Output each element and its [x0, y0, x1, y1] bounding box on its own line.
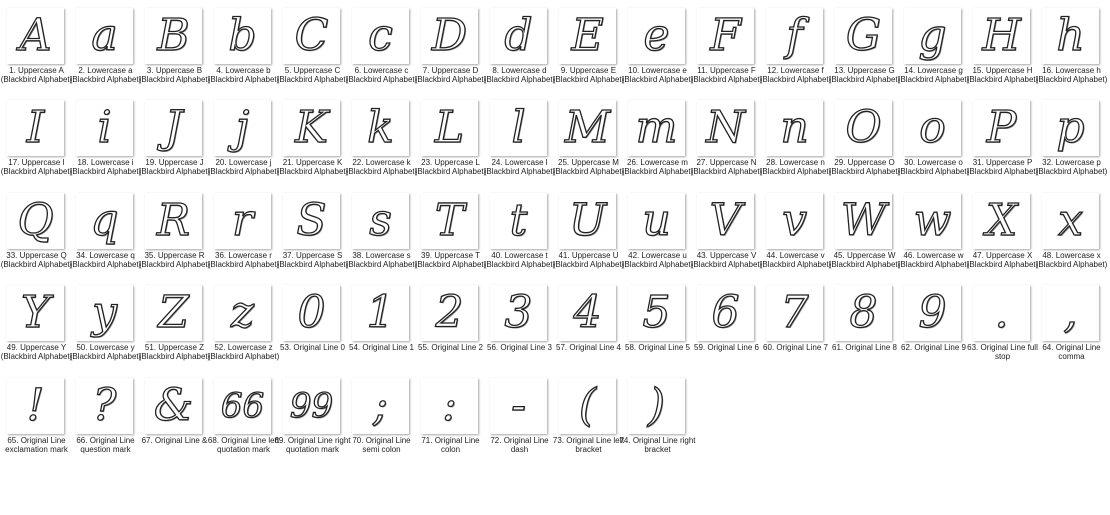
- letter-glyph: 5: [642, 287, 671, 339]
- gallery-item[interactable]: [830, 96, 899, 188]
- gallery-caption: 26. Lowercase m (Blackbird Alphabet): [621, 158, 694, 177]
- gallery-thumbnail[interactable]: [628, 8, 685, 64]
- gallery-item[interactable]: [485, 96, 554, 188]
- gallery-item[interactable]: [692, 281, 761, 373]
- gallery-thumbnail[interactable]: [352, 378, 409, 434]
- gallery-item[interactable]: [830, 281, 899, 373]
- gallery-caption: 10. Lowercase e (Blackbird Alphabet): [621, 66, 694, 84]
- gallery-item[interactable]: [899, 281, 968, 373]
- gallery-thumbnail[interactable]: [973, 100, 1030, 156]
- letter-glyph: N: [706, 102, 745, 154]
- gallery-caption: 1. Uppercase A (Blackbird Alphabet): [0, 66, 73, 84]
- gallery-caption: 24. Lowercase l (Blackbird Alphabet): [483, 158, 556, 177]
- letter-glyph: 6: [711, 287, 740, 339]
- gallery-item[interactable]: [485, 281, 554, 373]
- gallery-thumbnail[interactable]: [283, 285, 340, 341]
- gallery-item[interactable]: [347, 96, 416, 188]
- gallery-item[interactable]: [71, 374, 140, 466]
- letter-glyph: o: [919, 102, 946, 154]
- letter-glyph: O: [845, 102, 882, 154]
- gallery-item[interactable]: [2, 96, 71, 188]
- gallery-caption: 36. Lowercase r (Blackbird Alphabet): [207, 250, 280, 269]
- letter-glyph: n: [780, 102, 809, 154]
- gallery-item[interactable]: [209, 374, 278, 466]
- gallery-thumbnail[interactable]: [766, 100, 823, 156]
- letter-glyph: f: [786, 10, 803, 61]
- gallery-caption: 22. Lowercase k (Blackbird Alphabet): [345, 158, 418, 177]
- letter-glyph: 7: [780, 287, 809, 339]
- gallery-item[interactable]: [278, 281, 347, 373]
- gallery-caption: 43. Uppercase V (Blackbird Alphabet): [690, 250, 763, 269]
- gallery-item[interactable]: [485, 4, 554, 96]
- gallery-thumbnail[interactable]: [766, 8, 823, 64]
- gallery-caption: 15. Uppercase H (Blackbird Alphabet): [966, 66, 1039, 84]
- letter-glyph: e: [643, 10, 670, 61]
- letter-glyph: C: [294, 10, 329, 61]
- gallery-thumbnail[interactable]: [421, 378, 478, 434]
- gallery-thumbnail[interactable]: [697, 100, 754, 156]
- letter-glyph: S: [296, 194, 327, 246]
- gallery-caption: 54. Original Line 1: [349, 343, 414, 353]
- letter-glyph: W: [840, 194, 887, 246]
- gallery-caption: 37. Uppercase S (Blackbird Alphabet): [276, 250, 349, 269]
- gallery-caption: 25. Uppercase M (Blackbird Alphabet): [552, 158, 625, 177]
- gallery-thumbnail[interactable]: [352, 8, 409, 64]
- gallery-caption: 39. Uppercase T (Blackbird Alphabet): [414, 250, 487, 269]
- gallery-item[interactable]: [623, 281, 692, 373]
- gallery-item[interactable]: [619, 374, 696, 466]
- letter-glyph: &: [153, 379, 194, 431]
- gallery-caption: 44. Lowercase v (Blackbird Alphabet): [759, 250, 832, 269]
- gallery-caption: 52. Lowercase z (Blackbird Alphabet): [207, 343, 280, 362]
- gallery-thumbnail[interactable]: [835, 193, 892, 249]
- gallery-item[interactable]: [1037, 189, 1106, 281]
- gallery-thumbnail[interactable]: [76, 378, 133, 434]
- gallery-item[interactable]: [2, 189, 71, 281]
- letter-glyph: J: [164, 102, 183, 154]
- gallery-item[interactable]: [830, 189, 899, 281]
- gallery-caption: 16. Lowercase h (Blackbird Alphabet): [1035, 66, 1108, 84]
- gallery-thumbnail[interactable]: [421, 285, 478, 341]
- gallery-item[interactable]: [554, 374, 623, 466]
- gallery-item[interactable]: [416, 189, 485, 281]
- gallery-thumbnail[interactable]: [628, 100, 685, 156]
- letter-glyph: 1: [366, 287, 395, 339]
- letter-glyph: -: [511, 379, 526, 431]
- letter-glyph: g: [918, 10, 947, 61]
- gallery-caption: 35. Uppercase R (Blackbird Alphabet): [138, 250, 211, 269]
- gallery-item[interactable]: [71, 281, 140, 373]
- gallery-item[interactable]: [71, 4, 140, 96]
- gallery-thumbnail[interactable]: [76, 285, 133, 341]
- gallery-caption: 73. Original Line left bracket: [552, 435, 625, 454]
- gallery-thumbnail[interactable]: [283, 8, 340, 64]
- gallery-item[interactable]: [278, 189, 347, 281]
- gallery-thumbnail[interactable]: [766, 285, 823, 341]
- gallery-thumbnail[interactable]: [559, 193, 616, 249]
- letter-glyph: l: [511, 102, 526, 154]
- gallery-caption: 38. Lowercase s (Blackbird Alphabet): [345, 250, 418, 269]
- letter-glyph: p: [1056, 102, 1085, 154]
- gallery-item[interactable]: [209, 189, 278, 281]
- letter-glyph: H: [982, 10, 1021, 61]
- gallery-item[interactable]: [554, 96, 623, 188]
- letter-glyph: y: [92, 287, 117, 339]
- gallery-item[interactable]: [761, 4, 830, 96]
- gallery-caption: 21. Uppercase K (Blackbird Alphabet): [276, 158, 349, 177]
- letter-glyph: m: [635, 102, 678, 154]
- gallery-item[interactable]: [2, 374, 71, 466]
- gallery-thumbnail[interactable]: [145, 285, 202, 341]
- gallery-thumbnail[interactable]: [973, 285, 1030, 341]
- gallery-caption: 7. Uppercase D (Blackbird Alphabet): [414, 66, 487, 84]
- gallery-item[interactable]: [1037, 281, 1106, 373]
- letter-glyph: ;: [373, 379, 388, 431]
- gallery-caption: 20. Lowercase j (Blackbird Alphabet): [207, 158, 280, 177]
- gallery-item[interactable]: [554, 4, 623, 96]
- letter-glyph: s: [369, 194, 392, 246]
- letter-glyph: F: [710, 10, 741, 61]
- gallery-thumbnail[interactable]: [559, 8, 616, 64]
- gallery-thumbnail[interactable]: [766, 193, 823, 249]
- letter-glyph: E: [571, 10, 604, 61]
- gallery-thumbnail[interactable]: [1042, 8, 1099, 64]
- gallery-item[interactable]: [623, 4, 692, 96]
- letter-glyph: U: [568, 194, 607, 246]
- gallery-caption: 40. Lowercase t (Blackbird Alphabet): [483, 250, 556, 269]
- gallery-caption: 19. Uppercase J (Blackbird Alphabet): [138, 158, 211, 177]
- letter-glyph: v: [782, 194, 807, 246]
- gallery-caption: 4. Lowercase b (Blackbird Alphabet): [207, 66, 280, 84]
- gallery-caption: 58. Original Line 5: [625, 343, 690, 353]
- gallery-thumbnail[interactable]: [904, 8, 961, 64]
- gallery-item[interactable]: [209, 4, 278, 96]
- letter-glyph: Z: [158, 287, 189, 339]
- letter-glyph: Q: [17, 194, 54, 246]
- gallery-item[interactable]: [623, 189, 692, 281]
- gallery-item[interactable]: [968, 189, 1037, 281]
- gallery-caption: 11. Uppercase F (Blackbird Alphabet): [690, 66, 763, 84]
- gallery-item[interactable]: [278, 4, 347, 96]
- gallery-caption: 5. Uppercase C (Blackbird Alphabet): [276, 66, 349, 84]
- gallery-caption: 60. Original Line 7: [763, 343, 828, 353]
- gallery-item[interactable]: [140, 374, 209, 466]
- letter-glyph: 2: [435, 287, 464, 339]
- gallery-caption: 59. Original Line 6: [694, 343, 759, 353]
- gallery-caption: 74. Original Line right bracket: [619, 435, 696, 454]
- gallery-thumbnail[interactable]: [7, 8, 64, 64]
- letter-glyph: ): [647, 379, 666, 431]
- gallery-item[interactable]: [140, 4, 209, 96]
- letter-glyph: ?: [92, 379, 117, 431]
- gallery-caption: 32. Lowercase p (Blackbird Alphabet): [1035, 158, 1108, 177]
- gallery-thumbnail[interactable]: [628, 378, 685, 434]
- gallery-thumbnail[interactable]: [1042, 193, 1099, 249]
- gallery-caption: 47. Uppercase X (Blackbird Alphabet): [966, 250, 1039, 269]
- gallery-item[interactable]: [1037, 96, 1106, 188]
- gallery-thumbnail[interactable]: [352, 193, 409, 249]
- letter-glyph: c: [368, 10, 393, 61]
- gallery-thumbnail[interactable]: [76, 8, 133, 64]
- letter-glyph: 66: [220, 385, 265, 426]
- gallery-item[interactable]: [209, 281, 278, 373]
- letter-glyph: V: [709, 194, 742, 246]
- gallery-thumbnail[interactable]: [1042, 100, 1099, 156]
- gallery-thumbnail[interactable]: [214, 378, 271, 434]
- gallery-item[interactable]: [209, 96, 278, 188]
- gallery-item[interactable]: [554, 281, 623, 373]
- gallery-thumbnail[interactable]: [1042, 285, 1099, 341]
- gallery-item[interactable]: [899, 96, 968, 188]
- gallery-caption: 57. Original Line 4: [556, 343, 621, 353]
- gallery-thumbnail[interactable]: [973, 193, 1030, 249]
- gallery-thumbnail[interactable]: [490, 193, 547, 249]
- gallery-item[interactable]: [274, 374, 351, 466]
- gallery-caption: 46. Lowercase w (Blackbird Alphabet): [897, 250, 970, 269]
- gallery-thumbnail[interactable]: [7, 285, 64, 341]
- gallery-thumbnail[interactable]: [76, 100, 133, 156]
- letter-glyph: !: [26, 379, 45, 431]
- letter-glyph: 4: [573, 287, 602, 339]
- letter-glyph: D: [431, 10, 468, 61]
- gallery-item[interactable]: [761, 281, 830, 373]
- letter-glyph: :: [442, 379, 457, 431]
- gallery-caption: 33. Uppercase Q (Blackbird Alphabet): [0, 250, 73, 269]
- gallery-thumbnail[interactable]: [490, 100, 547, 156]
- gallery-thumbnail[interactable]: [628, 193, 685, 249]
- gallery-item[interactable]: [71, 189, 140, 281]
- gallery-thumbnail[interactable]: [835, 285, 892, 341]
- gallery-item[interactable]: [140, 189, 209, 281]
- letter-glyph: G: [845, 10, 882, 61]
- gallery-caption: 70. Original Line semi colon: [352, 435, 411, 454]
- gallery-caption: 17. Uppercase I (Blackbird Alphabet): [0, 158, 73, 177]
- gallery-thumbnail[interactable]: [283, 100, 340, 156]
- letter-glyph: t: [509, 194, 528, 246]
- gallery-item[interactable]: [692, 96, 761, 188]
- gallery-thumbnail[interactable]: [352, 285, 409, 341]
- gallery-thumbnail[interactable]: [76, 193, 133, 249]
- letter-glyph: a: [91, 10, 118, 61]
- gallery-thumbnail[interactable]: [904, 285, 961, 341]
- gallery-thumbnail[interactable]: [835, 8, 892, 64]
- gallery-item[interactable]: [416, 374, 485, 466]
- letter-glyph: L: [434, 102, 465, 154]
- gallery-item[interactable]: [692, 4, 761, 96]
- gallery-caption: 49. Uppercase Y (Blackbird Alphabet): [0, 343, 73, 362]
- gallery-item[interactable]: [278, 96, 347, 188]
- letter-glyph: Y: [20, 287, 51, 339]
- gallery-thumbnail[interactable]: [283, 193, 340, 249]
- gallery-thumbnail[interactable]: [973, 8, 1030, 64]
- letter-glyph: u: [642, 194, 671, 246]
- letter-glyph: ,: [1063, 287, 1078, 339]
- gallery-item[interactable]: [416, 281, 485, 373]
- gallery-thumbnail[interactable]: [559, 100, 616, 156]
- letter-glyph: j: [235, 102, 250, 154]
- gallery-thumbnail[interactable]: [7, 100, 64, 156]
- gallery-thumbnail[interactable]: [421, 193, 478, 249]
- gallery-item[interactable]: [2, 281, 71, 373]
- gallery-item[interactable]: [416, 4, 485, 96]
- gallery-item[interactable]: [2, 4, 71, 96]
- gallery-thumbnail[interactable]: [7, 193, 64, 249]
- letter-glyph: T: [434, 194, 465, 246]
- letter-glyph: k: [367, 102, 394, 154]
- gallery-thumbnail[interactable]: [559, 285, 616, 341]
- letter-glyph: i: [97, 102, 112, 154]
- gallery-caption: 28. Lowercase n (Blackbird Alphabet): [759, 158, 832, 177]
- gallery-item[interactable]: [347, 4, 416, 96]
- letter-glyph: X: [985, 194, 1018, 246]
- gallery-item[interactable]: [140, 281, 209, 373]
- letter-glyph: w: [913, 194, 952, 246]
- gallery-caption: 48. Lowercase x (Blackbird Alphabet): [1035, 250, 1108, 269]
- gallery-caption: 29. Uppercase O (Blackbird Alphabet): [828, 158, 901, 177]
- letter-glyph: M: [564, 102, 611, 154]
- letter-glyph: I: [26, 102, 45, 154]
- gallery-item[interactable]: [830, 4, 899, 96]
- letter-glyph: .: [994, 287, 1009, 339]
- gallery-item[interactable]: [347, 374, 416, 466]
- letter-glyph: A: [19, 10, 52, 61]
- gallery-item[interactable]: [968, 4, 1037, 96]
- letter-glyph: K: [295, 102, 328, 154]
- gallery-item[interactable]: [899, 189, 968, 281]
- gallery-thumbnail[interactable]: [145, 100, 202, 156]
- gallery-caption: 30. Lowercase o (Blackbird Alphabet): [897, 158, 970, 177]
- letter-glyph: b: [228, 10, 257, 61]
- gallery-thumbnail[interactable]: [145, 378, 202, 434]
- gallery-item[interactable]: [416, 96, 485, 188]
- gallery-thumbnail[interactable]: [214, 285, 271, 341]
- gallery-caption: 9. Uppercase E (Blackbird Alphabet): [552, 66, 625, 84]
- gallery-item[interactable]: [140, 96, 209, 188]
- gallery-thumbnail[interactable]: [352, 100, 409, 156]
- letter-glyph: (: [578, 379, 597, 431]
- gallery-item[interactable]: [485, 374, 554, 466]
- gallery-item[interactable]: [623, 96, 692, 188]
- gallery-caption: 53. Original Line 0: [280, 343, 345, 353]
- gallery-caption: 27. Uppercase N (Blackbird Alphabet): [690, 158, 763, 177]
- gallery-thumbnail[interactable]: [421, 8, 478, 64]
- gallery-caption: 2. Lowercase a (Blackbird Alphabet): [69, 66, 142, 84]
- gallery-item[interactable]: [692, 189, 761, 281]
- letter-glyph: R: [156, 194, 191, 246]
- gallery-item[interactable]: [1037, 4, 1106, 96]
- letter-glyph: r: [231, 194, 254, 246]
- letter-glyph: 0: [297, 287, 326, 339]
- gallery-caption: 23. Uppercase L (Blackbird Alphabet): [414, 158, 487, 177]
- letter-glyph: B: [157, 10, 190, 61]
- gallery-caption: 31. Uppercase P (Blackbird Alphabet): [966, 158, 1039, 177]
- gallery-thumbnail[interactable]: [490, 378, 547, 434]
- gallery-caption: 69. Original Line right quotation mark: [274, 435, 351, 454]
- gallery-thumbnail[interactable]: [490, 285, 547, 341]
- letter-glyph: 9: [918, 287, 947, 339]
- gallery-caption: 67. Original Line &: [141, 435, 208, 445]
- letter-glyph: 8: [849, 287, 878, 339]
- gallery-thumbnail[interactable]: [145, 8, 202, 64]
- gallery-thumbnail[interactable]: [7, 378, 64, 434]
- letter-glyph: q: [90, 194, 119, 246]
- gallery-caption: 34. Lowercase q (Blackbird Alphabet): [69, 250, 142, 269]
- gallery-caption: 50. Lowercase y (Blackbird Alphabet): [69, 343, 142, 362]
- gallery-caption: 56. Original Line 3: [487, 343, 552, 353]
- gallery-caption: 13. Uppercase G (Blackbird Alphabet): [828, 66, 901, 84]
- letter-glyph: z: [230, 287, 255, 339]
- gallery-caption: 18. Lowercase i (Blackbird Alphabet): [69, 158, 142, 177]
- gallery-item[interactable]: [71, 96, 140, 188]
- letter-glyph: h: [1056, 10, 1085, 61]
- gallery-caption: 14. Lowercase g (Blackbird Alphabet): [897, 66, 970, 84]
- gallery-caption: 51. Uppercase Z (Blackbird Alphabet): [138, 343, 211, 362]
- gallery-thumbnail[interactable]: [214, 8, 271, 64]
- gallery-thumbnail[interactable]: [904, 193, 961, 249]
- gallery-caption: 6. Lowercase c (Blackbird Alphabet): [345, 66, 418, 84]
- letter-glyph: x: [1058, 194, 1083, 246]
- gallery-caption: 3. Uppercase B (Blackbird Alphabet): [138, 66, 211, 84]
- gallery-thumbnail[interactable]: [559, 378, 616, 434]
- letter-glyph: P: [986, 102, 1017, 154]
- gallery-thumbnail[interactable]: [904, 100, 961, 156]
- gallery-thumbnail[interactable]: [421, 100, 478, 156]
- gallery-caption: 55. Original Line 2: [418, 343, 483, 353]
- gallery-thumbnail[interactable]: [214, 193, 271, 249]
- gallery-thumbnail[interactable]: [214, 100, 271, 156]
- gallery-thumbnail[interactable]: [283, 378, 340, 434]
- gallery-caption: 72. Original Line dash: [490, 435, 549, 454]
- gallery-thumbnail[interactable]: [628, 285, 685, 341]
- gallery-caption: 42. Lowercase u (Blackbird Alphabet): [621, 250, 694, 269]
- gallery-item[interactable]: [761, 96, 830, 188]
- gallery-thumbnail[interactable]: [697, 285, 754, 341]
- letter-glyph: d: [504, 10, 533, 61]
- gallery-caption: 66. Original Line question mark: [76, 435, 135, 454]
- gallery-thumbnail[interactable]: [145, 193, 202, 249]
- gallery-caption: 62. Original Line 9: [901, 343, 966, 353]
- gallery-item[interactable]: [968, 281, 1037, 373]
- gallery-caption: 63. Original Line full stop: [967, 343, 1038, 362]
- gallery-caption: 68. Original Line left quotation mark: [207, 435, 280, 454]
- gallery-caption: 8. Lowercase d (Blackbird Alphabet): [483, 66, 556, 84]
- gallery-caption: 64. Original Line comma: [1042, 343, 1101, 362]
- gallery-item[interactable]: [899, 4, 968, 96]
- gallery-caption: 65. Original Line exclamation mark: [5, 435, 68, 454]
- letter-glyph: 3: [504, 287, 533, 339]
- gallery-caption: 45. Uppercase W (Blackbird Alphabet): [828, 250, 901, 269]
- gallery-item[interactable]: [554, 189, 623, 281]
- gallery-thumbnail[interactable]: [490, 8, 547, 64]
- gallery-caption: 41. Uppercase U (Blackbird Alphabet): [552, 250, 625, 269]
- gallery-caption: 61. Original Line 8: [832, 343, 897, 353]
- gallery-thumbnail[interactable]: [697, 193, 754, 249]
- gallery-item[interactable]: [761, 189, 830, 281]
- gallery-item[interactable]: [485, 189, 554, 281]
- gallery-item[interactable]: [347, 189, 416, 281]
- gallery-thumbnail[interactable]: [835, 100, 892, 156]
- gallery-caption: 71. Original Line colon: [421, 435, 480, 454]
- gallery-thumbnail[interactable]: [697, 8, 754, 64]
- gallery-item[interactable]: [347, 281, 416, 373]
- gallery-item[interactable]: [968, 96, 1037, 188]
- letter-glyph: 99: [289, 385, 334, 426]
- gallery-caption: 12. Lowercase f (Blackbird Alphabet): [759, 66, 832, 84]
